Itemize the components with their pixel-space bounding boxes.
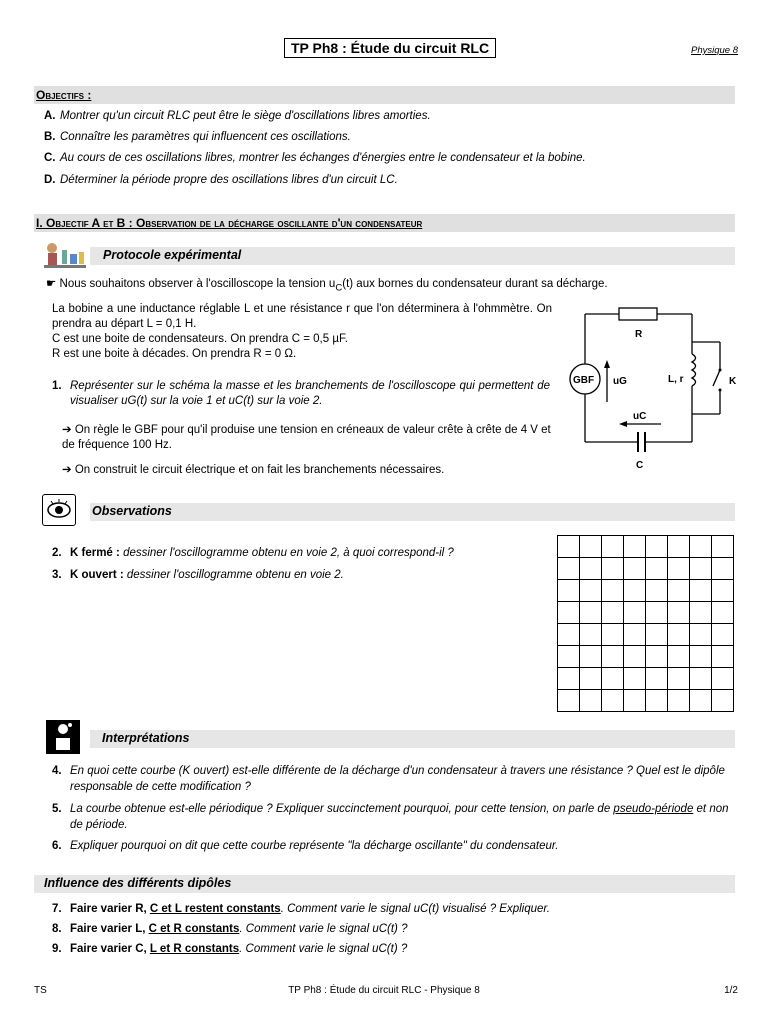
label-k: K <box>729 376 737 387</box>
observations-band <box>90 503 735 521</box>
protocol-text: La bobine a une inductance réglable L et une résistance r que l'on déterminera à l'ohmmètre. On prendra au départ L = 0,1 H. C est une boite de condensateurs. On prendra C = 0,5 µF. R est une boite à décades. On prendra R = 0 Ω. <box>52 303 552 360</box>
eye-icon <box>42 494 76 526</box>
label-r: R <box>635 329 643 340</box>
question-4: 4. En quoi cette courbe (K ouvert) est-elle différente de la décharge d'un condensateur à travers une résistance ? Quel est le dipôle responsable de cette modification ? <box>52 765 725 793</box>
objectives-band <box>34 86 735 104</box>
question-7: 7. Faire varier R, C et L restent constants. Comment varie le signal uC(t) visualisé ? Expliquer. <box>52 903 550 915</box>
action-1: ➔ On règle le GBF pour qu'il produise une tension en créneaux de valeur crête à crête de 4 V et de fréquence 100 Hz. <box>62 424 551 451</box>
interpretations-title: Interprétations <box>102 731 190 745</box>
protocol-intro: ☛ Nous souhaitons observer à l'oscilloscope la tension $u_C(t)$ aux bornes du condensateur durant sa décharge. <box>46 278 608 294</box>
arrow-icon: ➔ <box>62 424 75 436</box>
protocol-title: Protocole expérimental <box>103 248 242 262</box>
question-6: 6. Expliquer pourquoi on dit que cette courbe représente "la décharge oscillante" du condensateur. <box>52 840 559 852</box>
influence-title: Influence des différents dipôles <box>44 876 232 890</box>
footer-left: TS <box>34 985 47 996</box>
label-ug: uG <box>613 376 627 387</box>
label-gbf: GBF <box>573 375 595 386</box>
label-c: C <box>636 460 644 471</box>
question-1: 1. Représenter sur le schéma la masse et les branchements de l'oscilloscope qui permettent de visualiser uG(t) sur la voie 1 et uC(t) sur la voie 2. <box>52 380 550 407</box>
objective-b: B. Connaître les paramètres qui influencent ces oscillations. <box>44 131 351 143</box>
label-lr: L, r <box>668 374 684 385</box>
objective-a: A. Montrer qu'un circuit RLC peut être le siège d'oscillations libres amorties. <box>44 110 431 122</box>
label-uc: uC <box>633 411 647 422</box>
question-9: 9. Faire varier C, L et R constants. Comment varie le signal uC(t) ? <box>52 943 408 955</box>
footer-page: 1/2 <box>724 985 738 996</box>
objective-c: C. Au cours de ces oscillations libres, montrer les échanges d'énergies entre le condensateur et la bobine. <box>44 152 586 164</box>
question-5: 5. La courbe obtenue est-elle périodique ? Expliquer succinctement pourquoi, pour cette tension, on parle de pseudo-période et non de période. <box>52 803 729 831</box>
lab-icon <box>40 240 88 270</box>
question-2: 2. K fermé : dessiner l'oscillogramme obtenu en voie 2, à quoi correspond-il ? <box>52 547 454 559</box>
pointer-icon: ☛ <box>46 278 60 290</box>
action-2: ➔ On construit le circuit électrique et on fait les branchements nécessaires. <box>62 464 445 476</box>
footer-center: TP Ph8 : Étude du circuit RLC - Physique 8 <box>288 985 480 996</box>
objective-d: D. Déterminer la période propre des oscillations libres d'un circuit LC. <box>44 174 398 186</box>
arrow-icon: ➔ <box>62 464 75 476</box>
rlc-circuit-diagram <box>565 302 755 477</box>
oscillogram-grid[interactable] <box>557 535 734 712</box>
observations-title: Observations <box>92 504 172 518</box>
question-3: 3. K ouvert : dessiner l'oscillogramme obtenu en voie 2. <box>52 569 344 581</box>
objectives-heading: Objectifs : <box>36 88 92 102</box>
course-label: Physique 8 <box>690 45 738 56</box>
page-title: TP Ph8 : Étude du circuit RLC <box>284 38 496 58</box>
thinker-icon <box>46 720 80 754</box>
question-8: 8. Faire varier L, C et R constants. Comment varie le signal uC(t) ? <box>52 923 408 935</box>
section1-heading: I. Objectif A et B : Observation de la décharge oscillante d'un condensateur <box>36 216 423 230</box>
